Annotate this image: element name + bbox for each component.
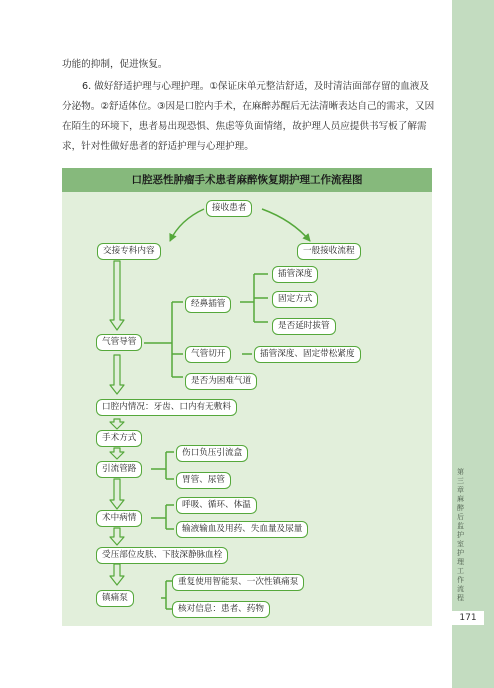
node-verify-info: 核对信息：患者、药物 — [172, 601, 270, 618]
node-handover-specialty: 交接专科内容 — [97, 243, 161, 260]
node-difficult-airway: 是否为困难气道 — [185, 373, 257, 390]
node-intraop-condition: 术中病情 — [96, 510, 142, 527]
node-general-process: 一般接收流程 — [297, 243, 361, 260]
flowchart — [62, 168, 432, 626]
node-intubation-depth: 插管深度 — [272, 266, 318, 283]
node-delayed-extubation: 是否延时拔管 — [272, 318, 336, 335]
node-drainage-lines: 引流管路 — [96, 461, 142, 478]
chapter-label: 第三章 麻醉后监护室护理工作流程 — [457, 468, 464, 602]
node-wound-drainage: 伤口负压引流盒 — [176, 445, 248, 462]
node-receive-patient: 接收患者 — [206, 200, 252, 217]
paragraph-1: 功能的抑制，促进恢复。 — [62, 59, 168, 70]
node-vital-signs: 呼吸、循环、体温 — [176, 497, 257, 514]
node-gastric-urinary: 胃管、尿管 — [176, 472, 231, 489]
node-nasal-intubation: 经鼻插管 — [185, 296, 231, 313]
node-fluids-blood: 输液输血及用药、失血量及尿量 — [176, 521, 308, 538]
node-oral-condition: 口腔内情况：牙齿、口内有无敷料 — [96, 399, 237, 416]
node-tracheal-tube: 气管导管 — [96, 334, 142, 351]
node-tracheotomy-detail: 插管深度、固定带松紧度 — [254, 346, 361, 363]
flowchart-title: 口腔恶性肿瘤手术患者麻醉恢复期护理工作流程图 — [62, 168, 432, 192]
page-number: 171 — [452, 611, 484, 625]
node-pump-reuse: 重复使用智能泵、一次性镇痛泵 — [172, 574, 304, 591]
node-surgery-method: 手术方式 — [96, 430, 142, 447]
node-analgesia-pump: 镇痛泵 — [96, 590, 134, 607]
paragraph-2: 6. 做好舒适护理与心理护理。①保证床单元整洁舒适，及时清洁面部存留的血液及分泌物。②舒适体位。③因是口腔内手术，在麻醉苏醒后无法清晰表达自己的需求，又因在陌生的环境下，患者易出现恐惧、焦虑等负面情绪，故护理人员应提供书写板了解需求，针对性做好患者的舒适护理与心理护理。 — [62, 81, 435, 152]
node-fixation-method: 固定方式 — [272, 291, 318, 308]
node-skin-dvt: 受压部位皮肤、下肢深静脉血栓 — [96, 547, 228, 564]
node-tracheotomy: 气管切开 — [185, 346, 231, 363]
